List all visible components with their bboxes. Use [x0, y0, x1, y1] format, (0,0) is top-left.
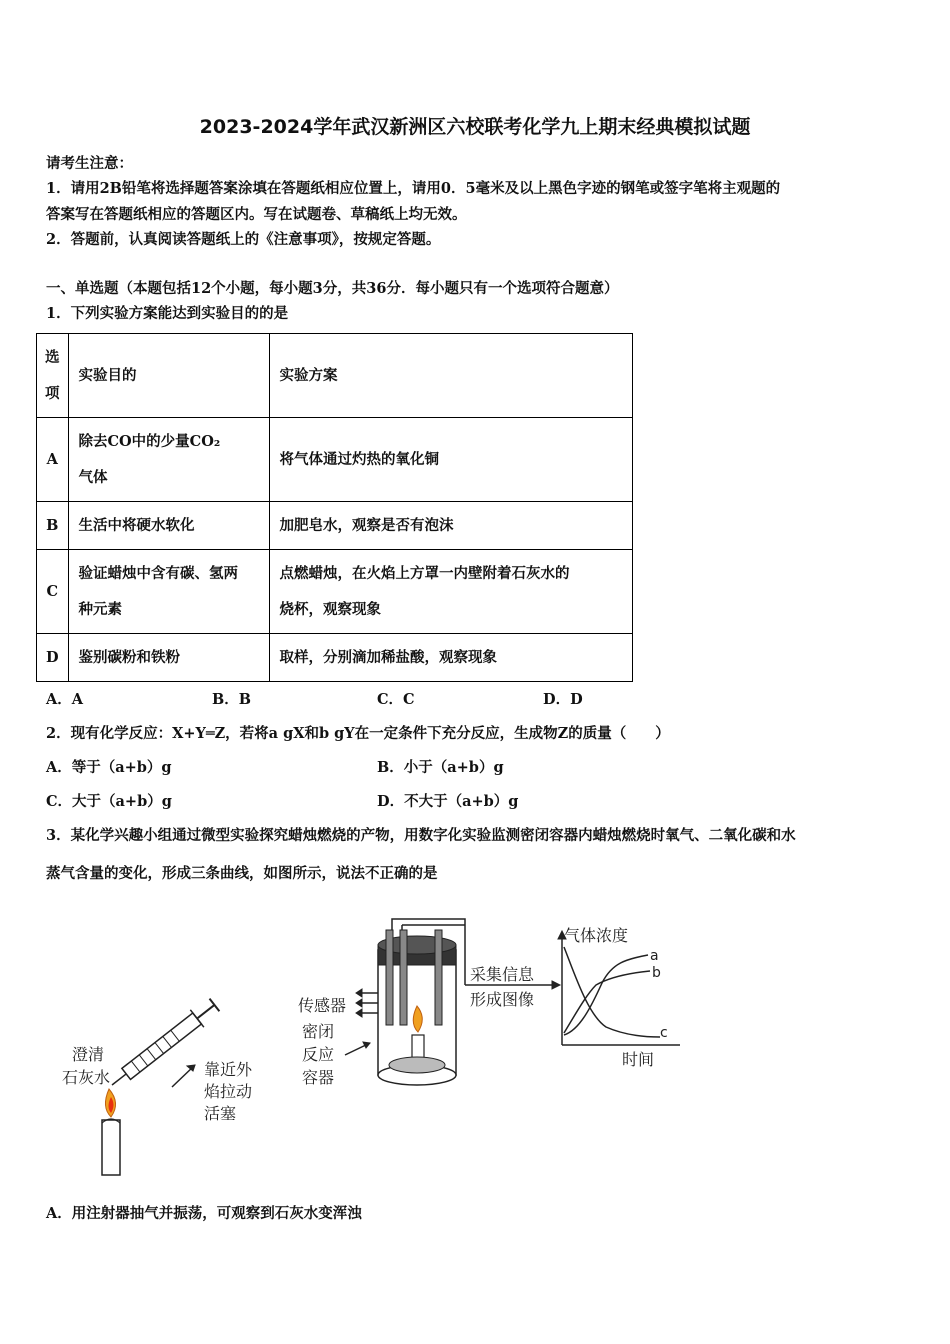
table-row [37, 418, 633, 502]
y-axis-label: 气体浓度 [564, 926, 629, 945]
table-row [37, 634, 633, 682]
label-sensor: 传感器 [298, 996, 347, 1015]
label-pull-1: 靠近外 [204, 1060, 253, 1079]
notice-item-1-line-2: 答案写在答题纸相应的答题区内。写在试题卷、草稿纸上均无效。 [46, 206, 467, 223]
row-purpose: 验证蜡烛中含有碳、氢两 种元素 [68, 550, 269, 634]
label-limewater-1: 澄清 [72, 1045, 105, 1064]
row-purpose: 除去CO中的少量CO₂ 气体 [68, 418, 269, 502]
q1-choice-d[interactable]: D．D [543, 691, 583, 708]
q1-choice-c[interactable]: C．C [377, 691, 415, 708]
header-plan: 实验方案 [269, 334, 632, 418]
q1-choice-b[interactable]: B．B [212, 691, 252, 708]
header-purpose: 实验目的 [68, 334, 269, 418]
notice-item-2: 2．答题前，认真阅读答题纸上的《注意事项》，按规定答题。 [46, 231, 441, 248]
notice-heading: 请考生注意： [46, 155, 133, 172]
row-plan: 取样，分别滴加稀盐酸，观察现象 [269, 634, 632, 682]
curve-c-label: c [660, 1025, 668, 1041]
q2-choice-d[interactable]: D．不大于（a+b）g [377, 793, 519, 810]
concentration-graph [558, 926, 680, 1069]
label-vessel-3: 容器 [302, 1068, 335, 1087]
question-3-stem-line-1: 3．某化学兴趣小组通过微型实验探究蜡烛燃烧的产物，用数字化实验监测密闭容器内蜡烛燃烧时氧气、二氧化碳和水 [46, 827, 796, 844]
label-pull-2: 焰拉动 [204, 1082, 253, 1101]
page-title: 2023-2024学年武汉新洲区六校联考化学九上期末经典模拟试题 [199, 116, 751, 138]
label-vessel-1: 密闭 [302, 1022, 335, 1041]
curve-a [564, 955, 648, 1035]
curve-a-label: a [650, 948, 659, 964]
row-purpose: 生活中将硬水软化 [68, 502, 269, 550]
question-3-stem-line-2: 蒸气含量的变化，形成三条曲线，如图所示，说法不正确的是 [46, 865, 438, 882]
syringe-setup [62, 996, 253, 1175]
q1-choice-a[interactable]: A．A [46, 691, 84, 708]
row-plan: 加肥皂水，观察是否有泡沫 [269, 502, 632, 550]
question-1-table [36, 333, 633, 682]
row-option: A [37, 418, 69, 502]
row-option: B [37, 502, 69, 550]
header-option: 选 项 [37, 334, 69, 418]
label-limewater-2: 石灰水 [62, 1068, 111, 1087]
x-axis-label: 时间 [622, 1050, 655, 1069]
experiment-figure [40, 905, 680, 1185]
syringe-icon [105, 996, 221, 1093]
q2-choice-b[interactable]: B．小于（a+b）g [377, 759, 504, 776]
label-collect-2: 形成图像 [470, 990, 535, 1009]
label-collect-1: 采集信息 [470, 965, 535, 984]
label-pull-3: 活塞 [204, 1104, 237, 1123]
row-plan: 将气体通过灼热的氧化铜 [269, 418, 632, 502]
q2-choice-c[interactable]: C．大于（a+b）g [46, 793, 172, 810]
label-vessel-2: 反应 [302, 1045, 335, 1064]
row-option: C [37, 550, 69, 634]
candle-icon [102, 1120, 120, 1175]
row-plan: 点燃蜡烛，在火焰上方罩一内壁附着石灰水的 烧杯，观察现象 [269, 550, 632, 634]
sealed-container-setup [298, 919, 560, 1087]
curve-b-label: b [652, 965, 661, 981]
table-row [37, 550, 633, 634]
section-heading: 一、单选题（本题包括12个小题，每小题3分，共36分．每小题只有一个选项符合题意） [46, 280, 619, 297]
q2-choice-a[interactable]: A．等于（a+b）g [46, 759, 172, 776]
question-2-stem: 2．现有化学反应：X+Y═Z，若将a gX和b gY在一定条件下充分反应，生成物Z的质量（ ） [46, 725, 670, 742]
table-row [37, 502, 633, 550]
table-header-row [37, 334, 633, 418]
row-option: D [37, 634, 69, 682]
q3-choice-a[interactable]: A．用注射器抽气并振荡，可观察到石灰水变浑浊 [46, 1205, 362, 1222]
question-1-stem: 1．下列实验方案能达到实验目的的是 [46, 305, 289, 322]
notice-item-1-line-1: 1．请用2B铅笔将选择题答案涂填在答题纸相应位置上，请用0．5毫米及以上黑色字迹的钢笔或签字笔将主观题的 [46, 180, 781, 197]
row-purpose: 鉴别碳粉和铁粉 [68, 634, 269, 682]
